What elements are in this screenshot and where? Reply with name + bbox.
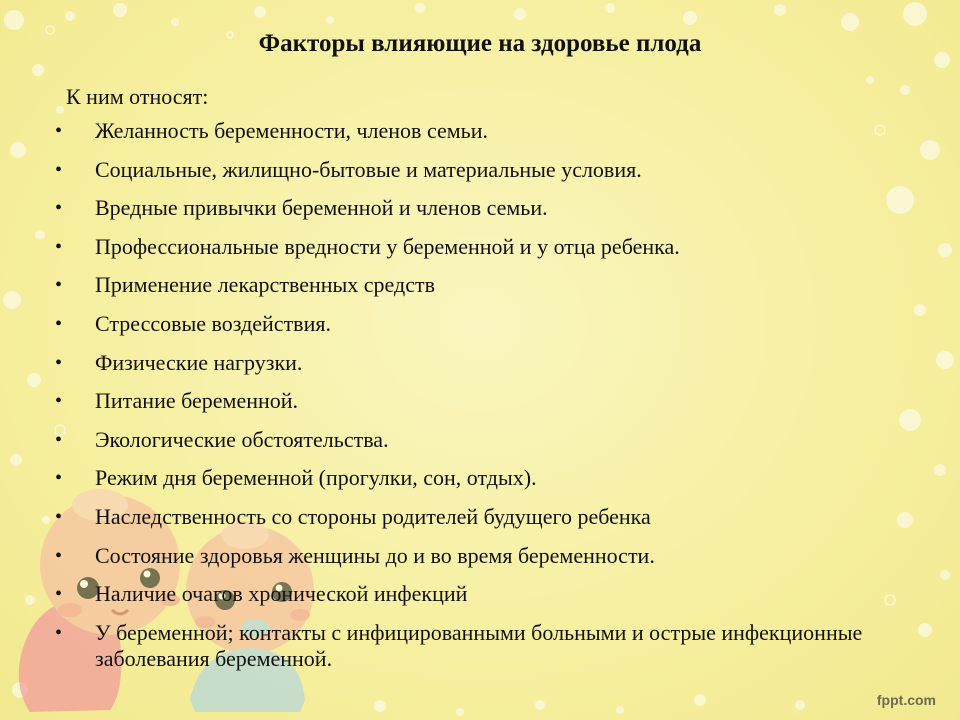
intro-text: К ним относят: — [66, 84, 209, 109]
list-item-text: Социальные, жилищно-бытовые и материальные условия. — [95, 156, 642, 182]
list-item — [55, 504, 935, 530]
bullet-icon: • — [55, 428, 63, 451]
bullet-icon: • — [55, 158, 63, 181]
list-item — [55, 272, 935, 298]
list-item-text: Желанность беременности, членов семьи. — [95, 118, 488, 143]
list-item-text: Физические нагрузки. — [95, 349, 303, 375]
list-item-text: Наличие очагов хронической инфекций — [95, 581, 468, 607]
list-item — [55, 620, 935, 672]
bullet-icon: • — [55, 467, 63, 490]
list-item — [55, 350, 935, 376]
bullet-icon: • — [55, 583, 63, 606]
list-item — [55, 157, 935, 183]
list-item-text: Экологические обстоятельства. — [95, 426, 389, 452]
list-item — [55, 388, 935, 414]
list-item-text: Режим дня беременной (прогулки, сон, отдых). — [95, 465, 537, 491]
bullet-icon: • — [55, 274, 63, 297]
bullet-icon: • — [55, 312, 63, 335]
bullet-icon: • — [55, 544, 63, 567]
bullet-icon: • — [55, 197, 63, 220]
list-item-text: Питание беременной. — [95, 388, 299, 414]
list-item — [55, 465, 935, 491]
list-item-text: Вредные привычки беременной и членов семьи. — [95, 195, 548, 221]
list-item — [55, 581, 935, 607]
list-item-text: Наследственность со стороны родителей будущего ребенка — [95, 503, 651, 529]
slide-title: Факторы влияющие на здоровье плода — [258, 30, 702, 57]
list-item — [55, 543, 935, 569]
bullet-icon: • — [55, 505, 63, 528]
list-item-text: Применение лекарственных средств — [95, 272, 435, 298]
list-item-text: У беременной; контакты с инфицированными больными и острые инфекционные заболевания беременной. — [95, 619, 863, 671]
bullet-icon: • — [55, 120, 63, 142]
list-item — [55, 118, 935, 144]
list-item — [55, 195, 935, 221]
bullet-icon: • — [55, 390, 63, 413]
factors-list — [55, 118, 935, 684]
list-item — [55, 427, 935, 453]
bullet-icon: • — [55, 351, 63, 374]
list-item — [55, 311, 935, 337]
fppt-watermark: fppt.com — [876, 692, 936, 708]
list-item-text: Состояние здоровья женщины до и во время беременности. — [95, 542, 655, 568]
bullet-icon: • — [55, 235, 63, 258]
list-item — [55, 234, 935, 260]
list-item-text: Стрессовые воздействия. — [95, 310, 331, 336]
bullet-icon: • — [55, 621, 63, 644]
list-item-text: Профессиональные вредности у беременной и у отца ребенка. — [95, 233, 680, 259]
